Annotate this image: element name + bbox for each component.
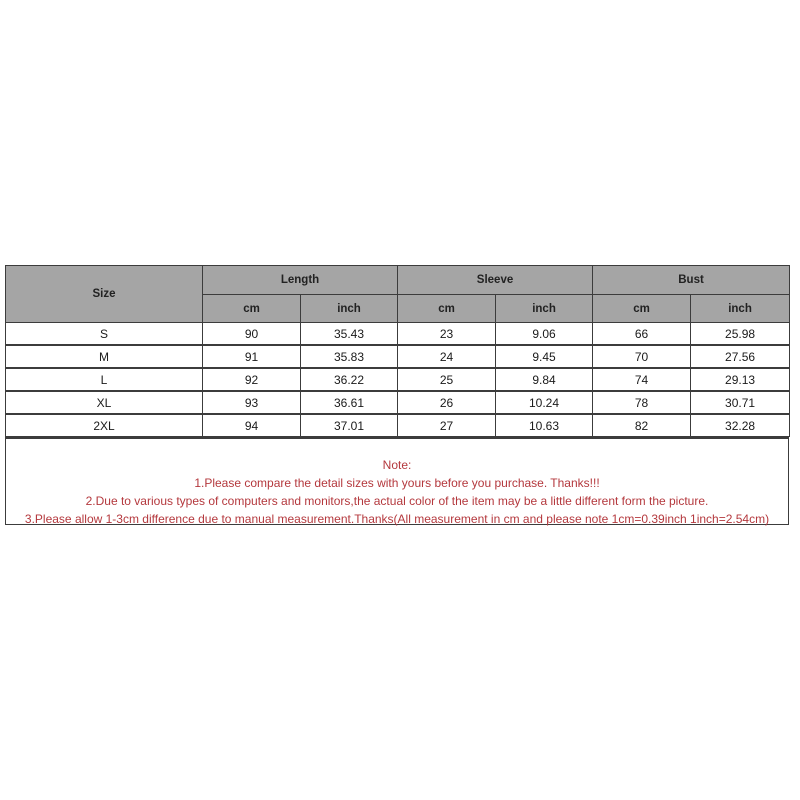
sleeve-cm-cell: 26 xyxy=(398,391,496,414)
bust-inch-cell: 25.98 xyxy=(691,323,790,346)
unit-header-sleeve-inch: inch xyxy=(496,295,593,323)
length-cm-cell: 90 xyxy=(203,323,301,346)
length-inch-cell: 36.61 xyxy=(301,391,398,414)
bust-cm-cell: 82 xyxy=(593,414,691,437)
sleeve-cm-cell: 27 xyxy=(398,414,496,437)
notes-box xyxy=(5,437,789,525)
note-line: 1.Please compare the detail sizes with yours before you purchase. Thanks!!! xyxy=(194,476,600,490)
length-inch-cell: 36.22 xyxy=(301,368,398,391)
bust-cm-cell: 78 xyxy=(593,391,691,414)
bust-inch-cell: 27.56 xyxy=(691,345,790,368)
length-inch-cell: 35.43 xyxy=(301,323,398,346)
table-row xyxy=(6,323,790,346)
size-table xyxy=(5,265,790,437)
unit-header-sleeve-cm: cm xyxy=(398,295,496,323)
length-inch-cell: 35.83 xyxy=(301,345,398,368)
bust-inch-cell: 32.28 xyxy=(691,414,790,437)
sleeve-inch-cell: 10.63 xyxy=(496,414,593,437)
table-row xyxy=(6,414,790,437)
bust-cm-cell: 66 xyxy=(593,323,691,346)
size-cell: XL xyxy=(6,391,203,414)
unit-header-length-cm: cm xyxy=(203,295,301,323)
sleeve-cm-cell: 24 xyxy=(398,345,496,368)
sleeve-inch-cell: 9.06 xyxy=(496,323,593,346)
bust-header: Bust xyxy=(593,266,790,295)
bust-cm-cell: 70 xyxy=(593,345,691,368)
length-inch-cell: 37.01 xyxy=(301,414,398,437)
sleeve-inch-cell: 9.84 xyxy=(496,368,593,391)
table-row xyxy=(6,345,790,368)
unit-header-bust-cm: cm xyxy=(593,295,691,323)
bust-cm-cell: 74 xyxy=(593,368,691,391)
length-cm-cell: 91 xyxy=(203,345,301,368)
unit-header-length-inch: inch xyxy=(301,295,398,323)
table-row xyxy=(6,368,790,391)
length-cm-cell: 93 xyxy=(203,391,301,414)
sleeve-cm-cell: 23 xyxy=(398,323,496,346)
bust-inch-cell: 30.71 xyxy=(691,391,790,414)
length-header: Length xyxy=(203,266,398,295)
size-cell: M xyxy=(6,345,203,368)
sleeve-inch-cell: 10.24 xyxy=(496,391,593,414)
length-cm-cell: 94 xyxy=(203,414,301,437)
size-chart xyxy=(5,265,789,525)
note-title: Note: xyxy=(382,458,412,472)
unit-header-bust-inch: inch xyxy=(691,295,790,323)
note-line: 2.Due to various types of computers and monitors,the actual color of the item may be a little different form the picture. xyxy=(85,494,709,508)
note-line: 3.Please allow 1-3cm difference due to manual measurement.Thanks(All measurement in cm and please note 1cm=0.39inch 1inch=2.54cm) xyxy=(24,512,770,526)
table-row xyxy=(6,391,790,414)
sleeve-cm-cell: 25 xyxy=(398,368,496,391)
size-cell: S xyxy=(6,323,203,346)
length-cm-cell: 92 xyxy=(203,368,301,391)
sleeve-inch-cell: 9.45 xyxy=(496,345,593,368)
size-cell: 2XL xyxy=(6,414,203,437)
header-row-groups xyxy=(6,266,790,295)
bust-inch-cell: 29.13 xyxy=(691,368,790,391)
sleeve-header: Sleeve xyxy=(398,266,593,295)
size-header: Size xyxy=(6,266,203,323)
size-cell: L xyxy=(6,368,203,391)
